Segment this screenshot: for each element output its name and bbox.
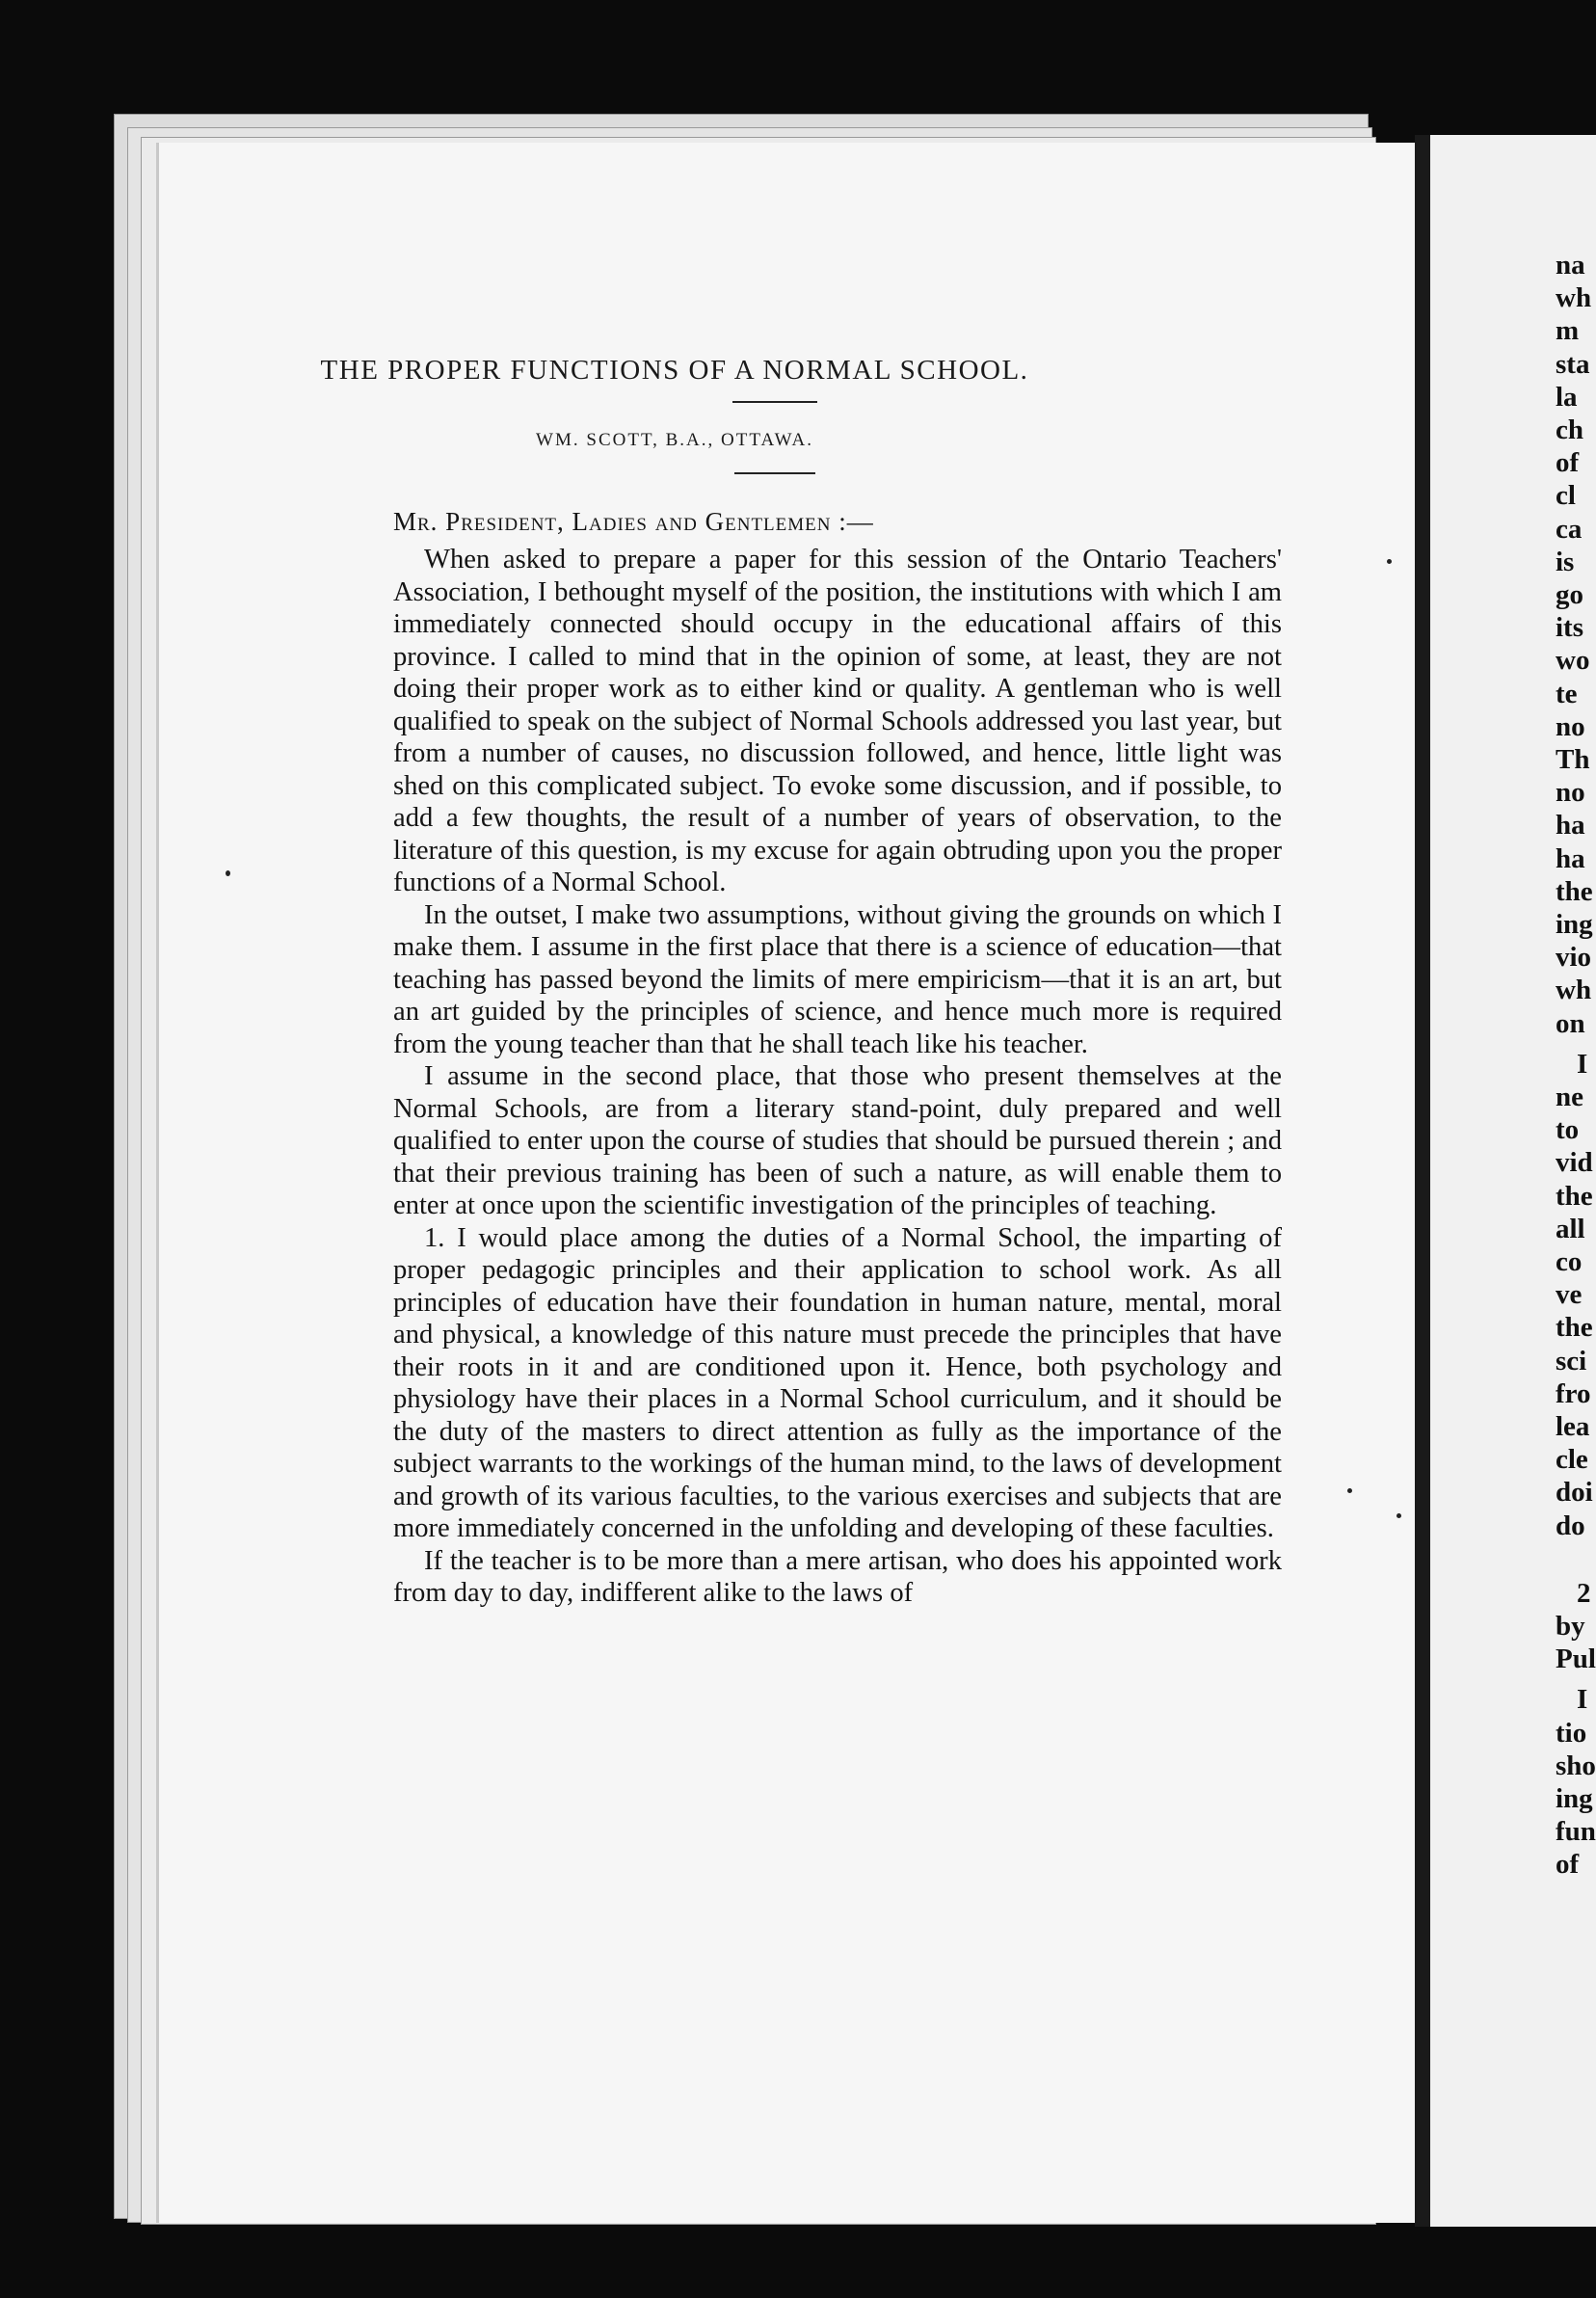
facing-page-line: wh <box>1556 975 1592 1006</box>
facing-page-line: la <box>1556 381 1578 413</box>
scan-speck <box>1396 1513 1401 1518</box>
facing-page-line: te <box>1556 678 1578 709</box>
facing-page-line: Pul <box>1556 1643 1596 1675</box>
facing-page-line: go <box>1556 579 1583 610</box>
facing-page-line: no <box>1556 777 1585 809</box>
paragraph: In the outset, I make two assumptions, without giving the grounds on which I make them. I assume in the first place that there is a science of education—that teaching has passed beyond the limits of mere empiricism—that it is an art, but an art guided by the principles of science, and hence much more is required from the young teacher than that he shall teach like his teacher. <box>393 899 1282 1059</box>
facing-page-line: the <box>1556 875 1593 907</box>
facing-page-line: vid <box>1556 1147 1593 1179</box>
scan-speck <box>1347 1488 1352 1493</box>
facing-page-line: 2 <box>1577 1577 1591 1609</box>
facing-page-line: ne <box>1556 1082 1583 1112</box>
facing-page-line: cl <box>1556 480 1576 512</box>
facing-page-line: sci <box>1556 1345 1587 1376</box>
facing-page-line: is <box>1556 546 1575 577</box>
title-divider <box>732 401 817 403</box>
facing-page-line: sta <box>1556 348 1590 380</box>
facing-page-line: by <box>1556 1611 1585 1642</box>
paragraph: When asked to prepare a paper for this session of the Ontario Teachers' Association, I bethought myself of the position, the institutions with which I am immediately connected should occupy in the educational affairs of this province. I called to mind that in the opinion of some, at least, they are not doing their proper work as to either kind or quality. A gentleman who is well qualified to speak on the subject of Normal Schools addressed you last year, but from a number of causes, no discussion followed, and hence, little light was shed on this complicated subject. To evoke some discussion, and if possible, to add a few thoughts, the result of a number of years of observation, to the literature of this question, is my excuse for again obtruding upon you the proper functions of a Normal School. <box>393 545 1282 897</box>
facing-page-line: wh <box>1556 282 1592 314</box>
facing-page-line: its <box>1556 612 1583 644</box>
facing-page-line: to <box>1556 1114 1580 1146</box>
facing-page-line: of <box>1556 447 1580 479</box>
facing-page-line: ha <box>1556 842 1585 874</box>
facing-page-line: vio <box>1556 942 1592 974</box>
facing-page-line: cle <box>1556 1444 1588 1476</box>
facing-page-line: all <box>1556 1213 1585 1244</box>
scan-speck <box>226 870 230 876</box>
facing-page-line: no <box>1556 710 1585 742</box>
facing-page-line: wo <box>1556 645 1590 677</box>
facing-page-line: the <box>1556 1312 1593 1344</box>
article-title: THE PROPER FUNCTIONS OF A NORMAL SCHOOL. <box>320 355 1029 386</box>
author-divider <box>734 472 815 474</box>
facing-page <box>1430 135 1596 2227</box>
facing-page-line: ve <box>1556 1279 1583 1311</box>
facing-page-line: Th <box>1556 744 1590 775</box>
facing-page-line: I <box>1577 1048 1588 1080</box>
facing-page-line: co <box>1556 1246 1583 1277</box>
article-body <box>393 544 1282 1610</box>
facing-page-line: fun <box>1556 1816 1596 1848</box>
paragraph: I assume in the second place, that those who present themselves at the Normal Schools, are from a literary stand-point, duly prepared and well qualified to enter upon the course of studies that should be pursued therein ; and that their previous training has been of such a nature, as will enable them to enter at once upon the scientific investigation of the principles of teaching. <box>393 1061 1282 1220</box>
scan-speck <box>1387 559 1392 564</box>
facing-page-line: I <box>1577 1684 1588 1716</box>
facing-page-line: fro <box>1556 1377 1591 1409</box>
book-gutter <box>1415 135 1430 2227</box>
facing-page-line: doi <box>1556 1477 1593 1509</box>
paragraph: 1. I would place among the duties of a Normal School, the imparting of proper pedagogic principles and their application to school work. As all principles of education have their foundation in human nature, mental, moral and physical, a knowledge of this nature must precede the principles that have their roots in it and are conditioned upon it. Hence, both psychology and physiology have their places in a Normal School curriculum, and it should be the duty of the masters to direct attention as fully as the importance of the subject warrants to the workings of the human mind, to the laws of development and growth of its various faculties, to the various exercises and subjects that are more immediately concerned in the unfolding and developing of these faculties. <box>393 1222 1282 1543</box>
facing-page-line: ha <box>1556 810 1585 842</box>
facing-page-line: na <box>1556 250 1585 281</box>
facing-page-line: sho <box>1556 1750 1596 1781</box>
facing-page-line: of <box>1556 1849 1580 1881</box>
article-author: WM. SCOTT, B.A., OTTAWA. <box>536 430 813 450</box>
facing-page-line: m <box>1556 315 1580 347</box>
facing-page-line: ing <box>1556 909 1593 940</box>
facing-page-line: on <box>1556 1007 1585 1039</box>
facing-page-line: ing <box>1556 1783 1593 1814</box>
facing-page-line: ca <box>1556 513 1583 545</box>
paragraph: If the teacher is to be more than a mere artisan, who does his appointed work from day to day, indifferent alike to the laws of <box>393 1545 1282 1608</box>
facing-page-line: lea <box>1556 1411 1590 1442</box>
salutation: Mr. President, Ladies and Gentlemen :— <box>393 507 874 536</box>
facing-page-line: ch <box>1556 414 1583 445</box>
facing-page-line: do <box>1556 1510 1585 1541</box>
facing-page-line: the <box>1556 1180 1593 1212</box>
facing-page-line: tio <box>1556 1717 1587 1749</box>
